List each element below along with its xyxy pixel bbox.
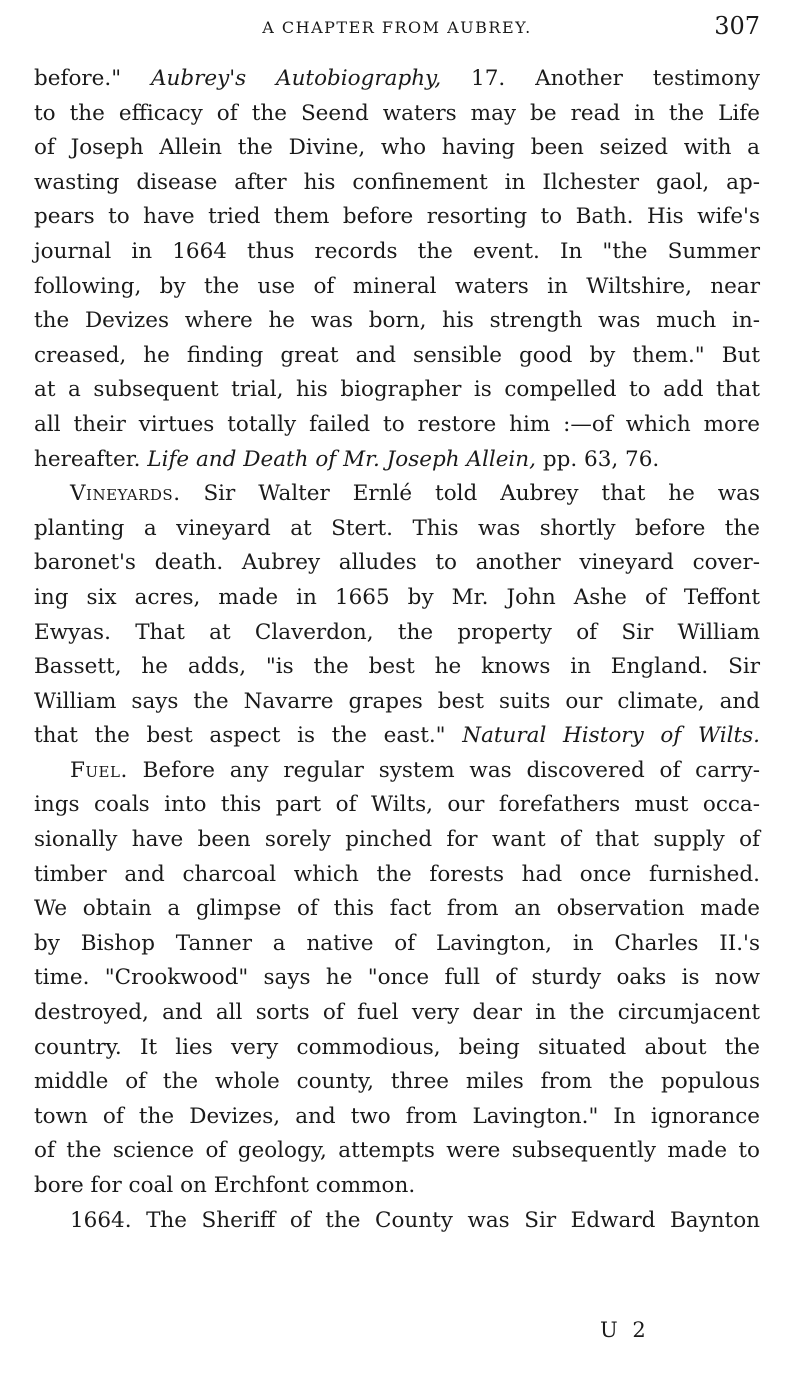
text-line	[34, 270, 760, 305]
text-run: ings coals into this part of Wilts, our forefathers must occa-	[34, 792, 760, 818]
text-line	[34, 62, 760, 97]
text-line	[34, 512, 760, 547]
text-line	[34, 719, 760, 754]
text-run: Before any regular system was discovered of carry-	[127, 757, 760, 783]
text-run: the Devizes where he was born, his strength was much in-	[34, 308, 760, 334]
section-heading: Fuel.	[70, 757, 128, 783]
text-line	[34, 961, 760, 996]
text-line	[34, 1204, 760, 1239]
text-line	[34, 235, 760, 270]
text-run: sionally have been sorely pinched for want of that supply of	[34, 827, 760, 853]
text-line	[34, 408, 760, 443]
text-run: 1664. The Sheriff of the County was Sir Edward Baynton	[70, 1207, 760, 1233]
text-line	[34, 166, 760, 201]
text-line	[34, 131, 760, 166]
signature-mark: U 2	[600, 1318, 650, 1342]
text-run: Sir Walter Ernlé told Aubrey that he was	[180, 481, 760, 507]
section-heading: Vineyards.	[70, 481, 181, 507]
italic-citation: Natural History of Wilts.	[462, 723, 760, 749]
text-run: of Joseph Allein the Divine, who having been seized with a	[34, 135, 760, 161]
text-run: pp. 63, 76.	[536, 446, 660, 472]
text-run: country. It lies very commodious, being situated about the	[34, 1034, 760, 1060]
text-line	[34, 1031, 760, 1066]
text-line	[34, 1134, 760, 1169]
text-line	[34, 892, 760, 927]
text-run: destroyed, and all sorts of fuel very dear in the circumjacent	[34, 1000, 760, 1026]
text-run: ing six acres, made in 1665 by Mr. John Ashe of Teffont	[34, 584, 760, 610]
text-line	[34, 546, 760, 581]
italic-citation: Life and Death of Mr. Joseph Allein,	[147, 446, 536, 472]
text-run: that the best aspect is the east."	[34, 723, 463, 749]
text-line	[34, 339, 760, 374]
text-run: following, by the use of mineral waters in Wiltshire, near	[34, 273, 760, 299]
text-run: William says the Navarre grapes best suits our climate, and	[34, 688, 760, 714]
text-line	[34, 650, 760, 685]
page-header	[34, 10, 760, 50]
running-head: A CHAPTER FROM AUBREY.	[262, 18, 532, 37]
text-run: hereafter.	[34, 446, 148, 472]
text-run: We obtain a glimpse of this fact from an observation made	[34, 896, 760, 922]
text-line	[34, 858, 760, 893]
text-line	[34, 1100, 760, 1135]
text-line	[34, 1065, 760, 1100]
text-run: Bassett, he adds, "is the best he knows in England. Sir	[34, 654, 760, 680]
text-run: of the science of geology, attempts were subsequently made to	[34, 1138, 760, 1164]
text-line	[34, 1169, 760, 1204]
text-line	[34, 685, 760, 720]
text-run: wasting disease after his confinement in Ilchester gaol, ap-	[34, 169, 760, 195]
text-run: middle of the whole county, three miles from the populous	[34, 1069, 760, 1095]
text-run: by Bishop Tanner a native of Lavington, in Charles II.'s	[34, 930, 760, 956]
text-run: journal in 1664 thus records the event. In "the Summer	[34, 238, 760, 264]
text-run: Ewyas. That at Claverdon, the property of Sir William	[34, 619, 760, 645]
text-line	[34, 200, 760, 235]
text-line	[34, 373, 760, 408]
text-line	[34, 754, 760, 789]
page-number: 307	[714, 12, 760, 40]
text-line	[34, 97, 760, 132]
text-run: at a subsequent trial, his biographer is compelled to add that	[34, 377, 760, 403]
text-line	[34, 927, 760, 962]
text-run: time. "Crookwood" says he "once full of sturdy oaks is now	[34, 965, 760, 991]
text-line	[34, 616, 760, 651]
text-line	[34, 304, 760, 339]
text-line	[34, 443, 760, 478]
text-run: to the efficacy of the Seend waters may be read in the Life	[34, 100, 760, 126]
text-run: pears to have tried them before resorting to Bath. His wife's	[34, 204, 760, 230]
text-line	[34, 581, 760, 616]
text-run: 17. Another testimony	[441, 66, 760, 91]
body-text	[34, 62, 760, 1238]
text-line	[34, 996, 760, 1031]
text-run: planting a vineyard at Stert. This was shortly before the	[34, 515, 760, 541]
text-run: bore for coal on Erchfont common.	[34, 1173, 416, 1198]
italic-citation: Aubrey's Autobiography,	[150, 66, 442, 91]
text-run: before."	[34, 66, 151, 91]
text-run: baronet's death. Aubrey alludes to another vineyard cover-	[34, 550, 760, 576]
text-run: all their virtues totally failed to restore him :—of which more	[34, 411, 760, 437]
text-line	[34, 788, 760, 823]
text-run: town of the Devizes, and two from Lavington." In ignorance	[34, 1103, 760, 1129]
text-line	[34, 823, 760, 858]
text-run: creased, he finding great and sensible good by them." But	[34, 342, 760, 368]
text-run: timber and charcoal which the forests had once furnished.	[34, 861, 760, 887]
text-line	[34, 477, 760, 512]
